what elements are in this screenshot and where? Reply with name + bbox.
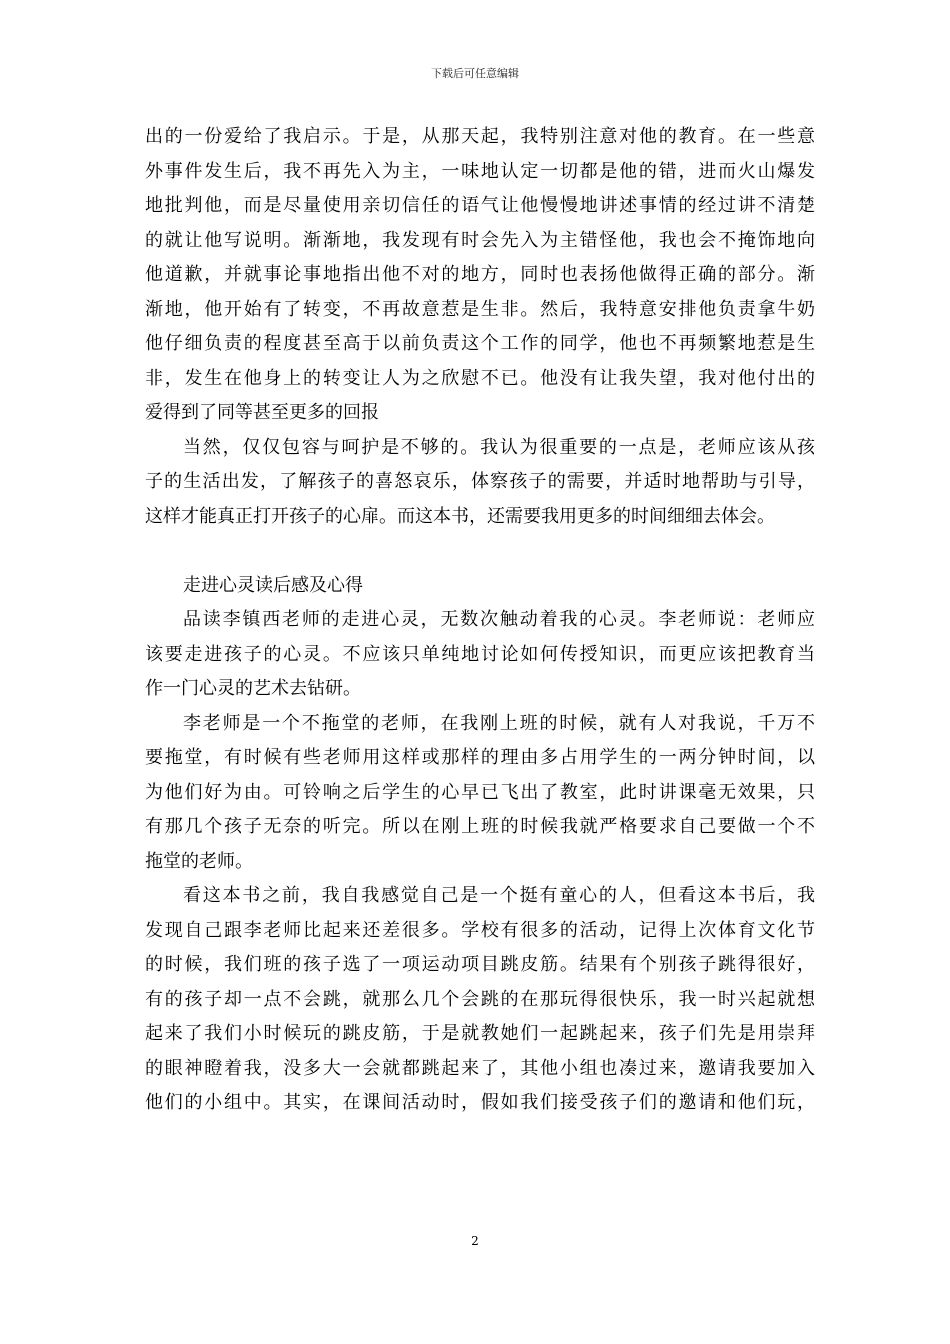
text-line: 发现自己跟李老师比起来还差很多。学校有很多的活动，记得上次体育文化节 xyxy=(145,919,815,941)
text-line: 看这本书之前，我自我感觉自己是一个挺有童心的人，但看这本书后，我 xyxy=(183,885,815,906)
text-line: 要拖堂，有时候有些老师用这样或那样的理由多占用学生的一两分钟时间，以 xyxy=(145,747,815,768)
page-header: 下载后可任意编辑 xyxy=(431,67,519,80)
text-line: 地批判他，而是尽量使用亲切信任的语气让他慢慢地讲述事情的经过讲不清楚 xyxy=(145,195,815,216)
paragraph-3 xyxy=(145,603,815,707)
text-line: 的就让他写说明。渐渐地，我发现有时会先入为主错怪他，我也会不掩饰地向 xyxy=(145,229,815,251)
text-line: 的时候，我们班的孩子选了一项运动项目跳皮筋。结果有个别孩子跳得很好， xyxy=(145,954,815,975)
page-number: 2 xyxy=(471,1234,479,1248)
section-title: 走进心灵读后感及心得 xyxy=(183,574,363,596)
document-body xyxy=(145,120,815,1121)
text-line: 子的生活出发，了解孩子的喜怒哀乐，体察孩子的需要，并适时地帮助与引导， xyxy=(145,471,815,492)
text-line: 他仔细负责的程度甚至高于以前负责这个工作的同学，他也不再频繁地惹是生 xyxy=(145,333,815,354)
text-line: 李老师是一个不拖堂的老师，在我刚上班的时候，就有人对我说，千万不 xyxy=(183,712,815,734)
text-line: 外事件发生后，我不再先入为主，一味地认定一切都是他的错，进而火山爆发 xyxy=(145,160,815,182)
text-line: 品读李镇西老师的走进心灵，无数次触动着我的心灵。李老师说：老师应 xyxy=(183,609,815,630)
paragraph-5 xyxy=(145,879,815,1121)
text-line: 作一门心灵的艺术去钻研。 xyxy=(145,678,361,699)
paragraph-1 xyxy=(145,120,815,431)
text-line: 出的一份爱给了我启示。于是，从那天起，我特别注意对他的教育。在一些意 xyxy=(145,126,815,147)
text-line: 非，发生在他身上的转变让人为之欣慰不已。他没有让我失望，我对他付出的 xyxy=(145,367,815,389)
text-line: 他道歉，并就事论事地指出他不对的地方，同时也表扬他做得正确的部分。渐 xyxy=(145,264,815,285)
text-line: 爱得到了同等甚至更多的回报 xyxy=(145,402,379,423)
text-line: 为他们好为由。可铃响之后学生的心早已飞出了教室，此时讲课毫无效果，只 xyxy=(145,781,815,803)
text-line: 这样才能真正打开孩子的心扉。而这本书，还需要我用更多的时间细细去体会。 xyxy=(145,505,775,527)
paragraph-2 xyxy=(145,431,815,535)
text-line: 拖堂的老师。 xyxy=(145,850,253,872)
paragraph-4 xyxy=(145,707,815,880)
text-line: 渐地，他开始有了转变，不再故意惹是生非。然后，我特意安排他负责拿牛奶 xyxy=(145,298,815,320)
text-line: 该要走进孩子的心灵。不应该只单纯地讨论如何传授知识，而更应该把教育当 xyxy=(145,643,815,665)
text-line: 有那几个孩子无奈的听完。所以在刚上班的时候我就严格要求自己要做一个不 xyxy=(145,816,815,837)
text-line: 他们的小组中。其实，在课间活动时，假如我们接受孩子们的邀请和他们玩， xyxy=(145,1092,815,1113)
text-line: 当然，仅仅包容与呵护是不够的。我认为很重要的一点是，老师应该从孩 xyxy=(183,436,815,458)
text-line: 起来了我们小时候玩的跳皮筋，于是就教她们一起跳起来，孩子们先是用崇拜 xyxy=(145,1023,815,1044)
text-line: 有的孩子却一点不会跳，就那么几个会跳的在那玩得很快乐，我一时兴起就想 xyxy=(145,988,815,1010)
paragraph-gap xyxy=(145,534,815,569)
text-line: 的眼神瞪着我，没多大一会就都跳起来了，其他小组也凑过来，邀请我要加入 xyxy=(145,1057,815,1079)
